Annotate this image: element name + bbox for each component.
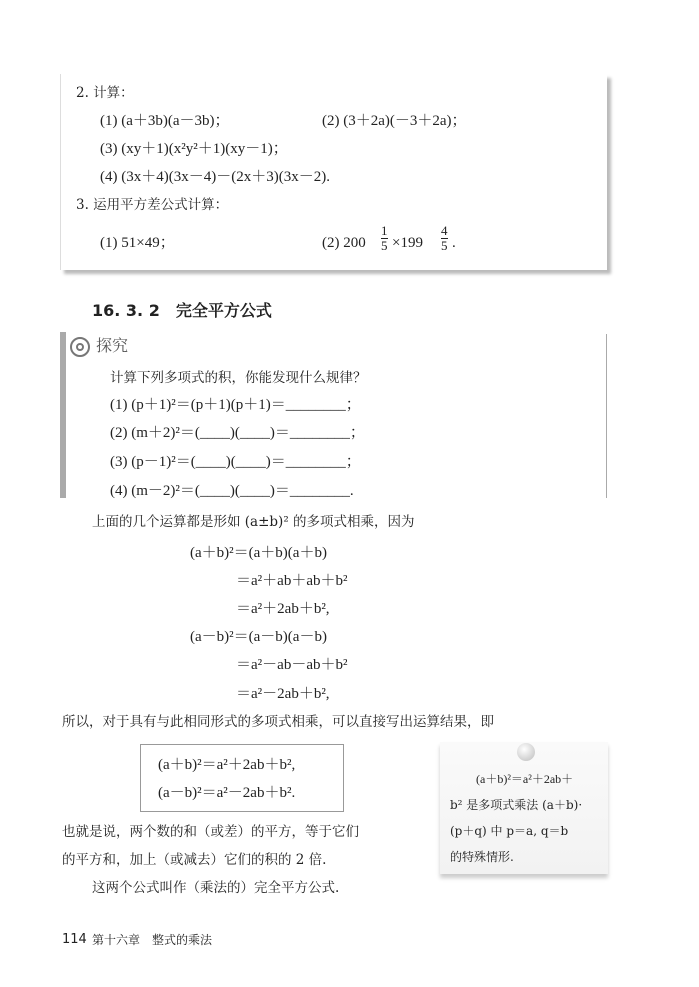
naming-paragraph: 这两个公式叫作（乘法的）完全平方公式. [92,880,340,896]
derivation-line: ＝a²－2ab＋b², [236,686,330,702]
fraction-denominator: 5 [441,238,448,253]
formula-difference-square: (a－b)²＝a²－2ab＋b². [158,785,296,801]
side-note-line: (p＋q) 中 p＝a, q＝b [450,824,569,838]
exercise-3-2-end: . [452,235,456,251]
exercise-2-title: 2. 计算： [76,85,134,101]
derivation-line: (a－b)²＝(a－b)(a－b) [190,629,327,645]
explore-item-1: (1) (p＋1)²＝(p＋1)(p＋1)＝________； [110,397,361,413]
exercise-2-3: (3) (xy＋1)(x²y²＋1)(xy－1)； [100,141,288,157]
explore-left-bar [60,332,66,498]
side-note-line: (a＋b)²＝a²＋2ab＋ [476,772,574,786]
fraction-numerator: 1 [381,223,388,238]
explore-prompt: 计算下列多项式的积，你能发现什么规律？ [110,370,367,386]
exercise-3-title: 3. 运用平方差公式计算： [76,197,229,213]
exercise-3-2-mid: ×199 [392,235,423,251]
fraction-1-5 [381,224,388,253]
derivation-line: (a＋b)²＝(a＋b)(a＋b) [190,545,327,561]
intro-paragraph: 上面的几个运算都是形如 (a±b)² 的多项式相乘，因为 [92,514,415,530]
exercise-2-2: (2) (3＋2a)(－3＋2a)； [322,113,467,129]
side-note-line: 的特殊情形. [450,850,514,864]
explore-right-line [606,334,607,498]
formula-sum-square: (a＋b)²＝a²＋2ab＋b², [158,757,296,773]
exercise-3-2-label: (2) 200 [322,235,366,251]
chapter-footer: 第十六章 整式的乘法 [92,933,213,947]
explore-label: 探究 [96,336,129,355]
fraction-4-5 [441,224,448,253]
explore-magnifier-icon [70,337,90,357]
explore-item-2: (2) (m＋2)²＝(____)(____)＝________； [110,425,365,441]
exercise-3-1: (1) 51×49； [100,235,175,251]
derivation-line: ＝a²－ab－ab＋b² [236,657,348,673]
fraction-numerator: 4 [441,223,448,238]
explanation-line-2: 的平方和，加上（或减去）它们的积的 2 倍. [62,852,327,868]
exercise-2-1: (1) (a＋3b)(a－3b)； [100,113,230,129]
side-note-line: b² 是多项式乘法 (a＋b)· [450,798,583,812]
explore-item-4: (4) (m－2)²＝(____)(____)＝________. [110,483,354,499]
derivation-line: ＝a²＋ab＋ab＋b² [236,573,348,589]
derivation-line: ＝a²＋2ab＋b², [236,601,330,617]
pushpin-icon [517,743,535,761]
fraction-denominator: 5 [381,238,388,253]
page-number: 114 [62,932,87,947]
explore-item-3: (3) (p－1)²＝(____)(____)＝________； [110,454,361,470]
explanation-line-1: 也就是说，两个数的和（或差）的平方，等于它们 [62,824,359,840]
exercise-2-4: (4) (3x＋4)(3x－4)－(2x＋3)(3x－2). [100,169,330,185]
conclusion-paragraph: 所以，对于具有与此相同形式的多项式相乘，可以直接写出运算结果，即 [62,714,494,730]
section-title: 16. 3. 2 完全平方公式 [92,301,272,320]
